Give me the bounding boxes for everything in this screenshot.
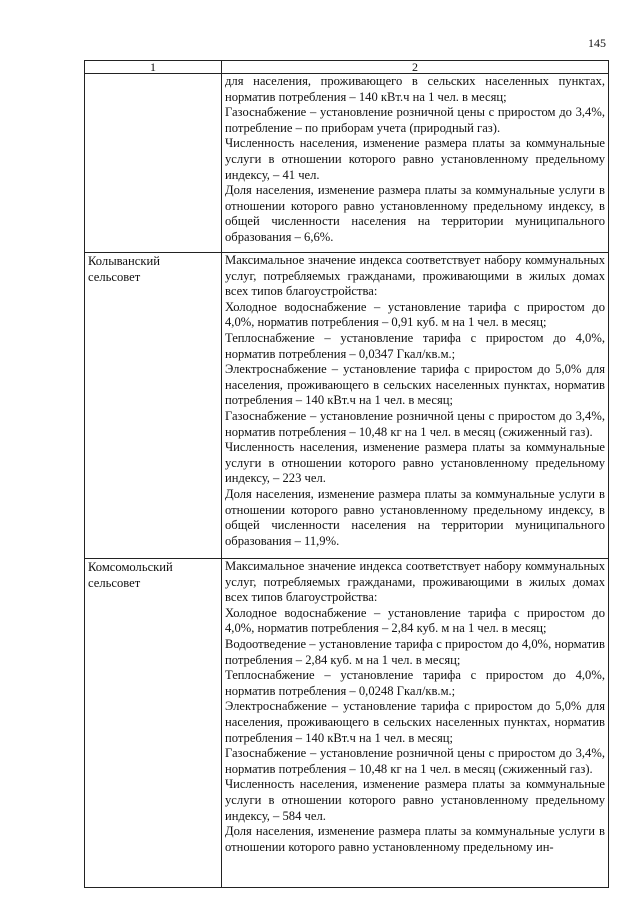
- table-row-kolyvansky: [85, 253, 609, 559]
- municipality-name-line: Комсомольский: [88, 560, 173, 574]
- header-column-2: 2: [222, 61, 609, 74]
- paragraph-population: Численность населения, изменение размера платы за коммунальные услуги в отношении которого равно установленному предельному индексу, – 223 чел.: [225, 440, 605, 486]
- table-row-komsomolsky: [85, 559, 609, 888]
- description-cell: [222, 559, 609, 888]
- municipality-name-line: сельсовет: [88, 576, 141, 590]
- paragraph-sewerage: Водоотведение – установление тарифа с приростом до 4,0%, норматив потребления – 2,84 куб. м на 1 чел. в месяц;: [225, 636, 605, 667]
- municipality-name-line: Колыванский: [88, 254, 160, 268]
- paragraph-cold-water: Холодное водоснабжение – установление тарифа с приростом до 4,0%, норматив потребления – 2,84 куб. м на 1 чел. в месяц;: [225, 605, 605, 636]
- paragraph-heating: Теплоснабжение – установление тарифа с приростом до 4,0%, норматив потребления – 0,0248 Гкал/кв.м.;: [225, 668, 605, 698]
- paragraph-max-index: Максимальное значение индекса соответствует набору коммунальных услуг, потребляемых гражданами, проживающими в жилых домах всех типов благоустройства:: [225, 559, 605, 605]
- municipality-name-cell: [85, 559, 222, 888]
- paragraph-cold-water: Холодное водоснабжение – установление тарифа с приростом до 4,0%, норматив потребления – 0,91 куб. м на 1 чел. в месяц;: [225, 299, 605, 330]
- paragraph-max-index: Максимальное значение индекса соответствует набору коммунальных услуг, потребляемых гражданами, проживающими в жилых домах всех типов благоустройства:: [225, 253, 605, 299]
- table-header-row: [85, 61, 609, 74]
- description-cell-content: [225, 559, 605, 875]
- paragraph-electricity: Электроснабжение – установление тарифа с приростом до 5,0% для населения, проживающего в сельских населенных пунктах, норматив потребления – 140 кВт.ч на 1 чел. в месяц;: [225, 362, 605, 408]
- municipality-index-table: [84, 60, 609, 888]
- paragraph-heating: Теплоснабжение – установление тарифа с приростом до 4,0%, норматив потребления – 0,0347 Гкал/кв.м.;: [225, 330, 605, 361]
- paragraph-gas: Газоснабжение – установление розничной цены с приростом до 3,4%, норматив потребления – 10,48 кг на 1 чел. в месяц (сжиженный газ).: [225, 746, 605, 776]
- paragraph-electricity: для населения, проживающего в сельских населенных пунктах, норматив потребления – 140 кВт.ч на 1 чел. в месяц;: [225, 74, 605, 104]
- municipality-name-line: сельсовет: [88, 270, 141, 284]
- paragraph-population-share: Доля населения, изменение размера платы за коммунальные услуги в отношении которого равно установленному предельному индексу, в общей численности населения на территории муниципального образования – 6,6%.: [225, 183, 605, 244]
- page-number: 145: [588, 36, 606, 50]
- header-column-1: 1: [85, 61, 222, 74]
- paragraph-gas: Газоснабжение – установление розничной цены с приростом до 3,4%, норматив потребления – 10,48 кг на 1 чел. в месяц (сжиженный газ).: [225, 408, 605, 439]
- description-cell: [222, 74, 609, 253]
- paragraph-population: Численность населения, изменение размера платы за коммунальные услуги в отношении которого равно установленному предельному индексу, – 41 чел.: [225, 136, 605, 182]
- description-cell: [222, 253, 609, 559]
- table-row-continuation: [85, 74, 609, 253]
- paragraph-population-share: Доля населения, изменение размера платы за коммунальные услуги в отношении которого равно установленному предельному ин-: [225, 824, 605, 854]
- paragraph-population: Численность населения, изменение размера платы за коммунальные услуги в отношении которого равно установленному предельному индексу, – 584 чел.: [225, 777, 605, 823]
- paragraph-population-share: Доля населения, изменение размера платы за коммунальные услуги в отношении которого равно установленному предельному индексу, в общей численности населения на территории муниципального образования – 11,9%.: [225, 486, 605, 548]
- municipality-name-cell: [85, 74, 222, 253]
- paragraph-electricity: Электроснабжение – установление тарифа с приростом до 5,0% для населения, проживающего в сельских населенных пунктах, норматив потребления – 140 кВт.ч на 1 чел. в месяц;: [225, 699, 605, 745]
- municipality-name-cell: [85, 253, 222, 559]
- paragraph-gas: Газоснабжение – установление розничной цены с приростом до 3,4%, потребление – по приборам учета (природный газ).: [225, 105, 605, 135]
